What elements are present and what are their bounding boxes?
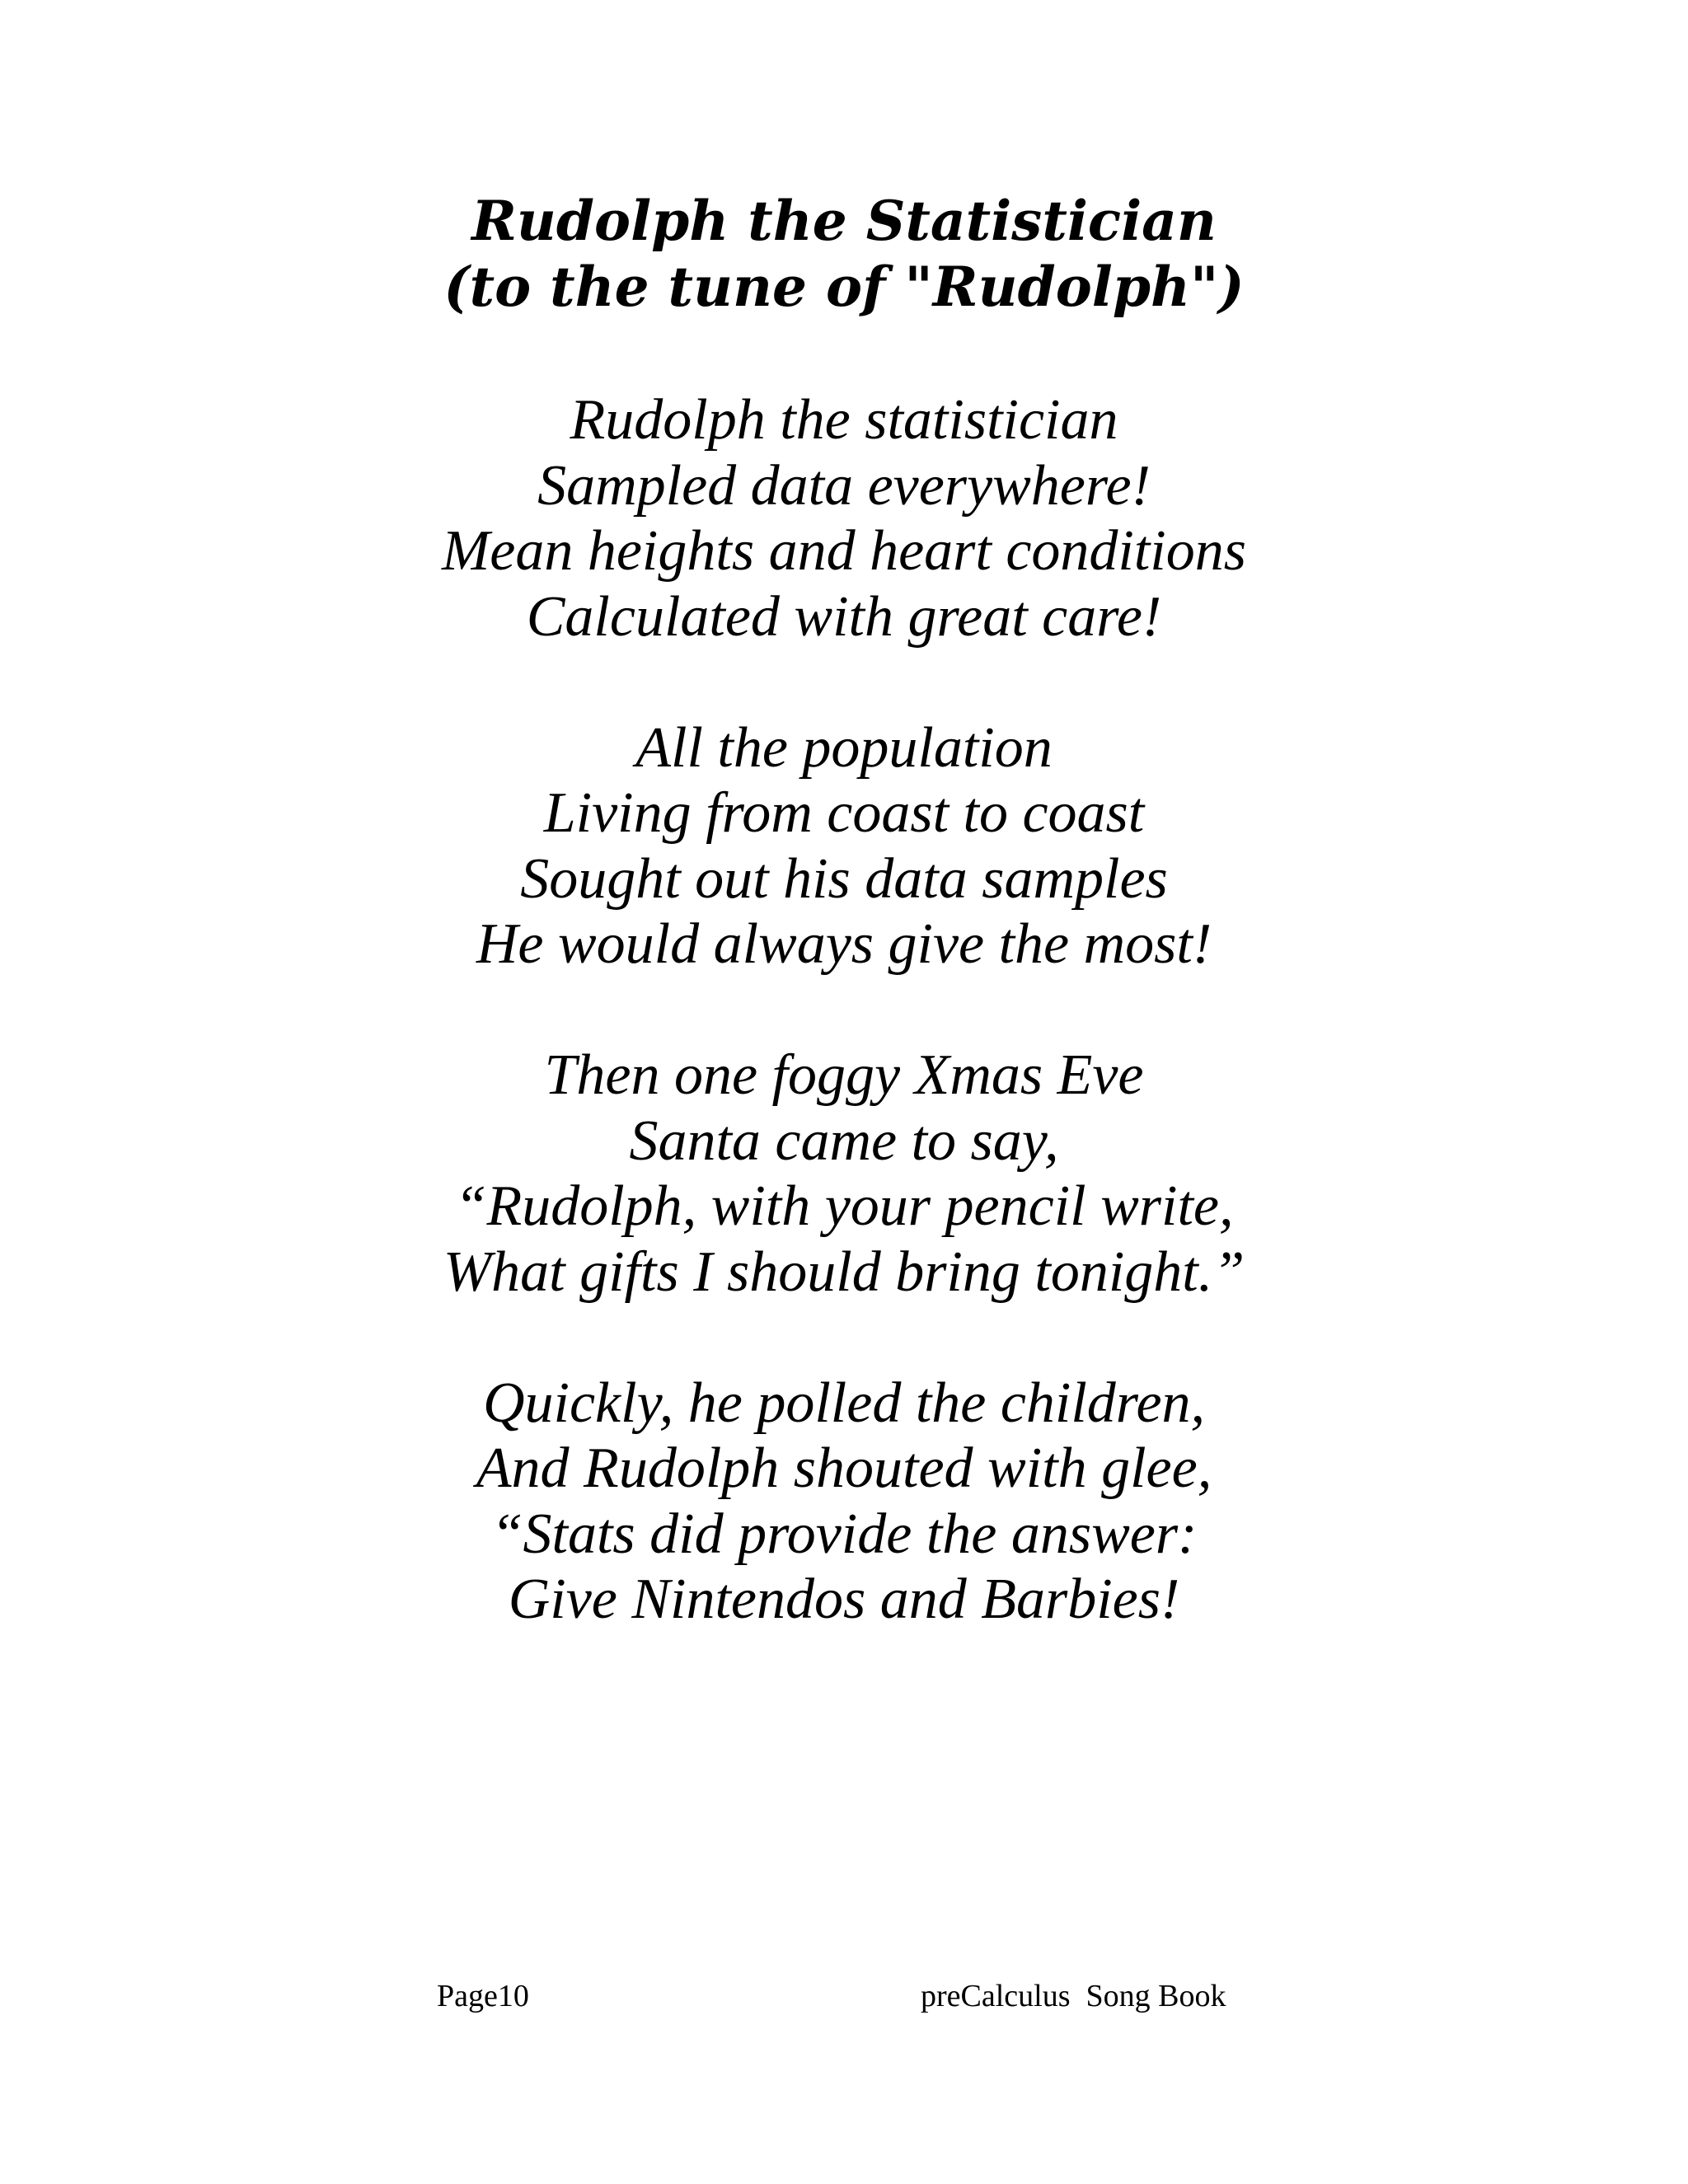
song-title: Rudolph the Statistician: [471, 189, 1217, 253]
lyric-line: Give Nintendos and Barbies!: [508, 1568, 1180, 1631]
lyric-line: Sampled data everywhere!: [537, 453, 1151, 518]
song-title-block: [0, 188, 1688, 320]
lyric-line: Rudolph the statistician: [570, 388, 1118, 452]
lyric-line: Then one foggy Xmas Eve: [544, 1043, 1144, 1107]
stanza-2: [0, 715, 1688, 977]
lyric-line: “Stats did provide the answer:: [490, 1502, 1198, 1566]
lyric-line: And Rudolph shouted with glee,: [476, 1436, 1212, 1500]
lyric-line: He would always give the most!: [476, 912, 1212, 976]
book-title: preCalculus Song Book: [921, 1979, 1226, 2013]
lyric-line: Santa came to say,: [629, 1108, 1059, 1173]
lyric-line: Mean heights and heart conditions: [441, 519, 1246, 583]
lyrics: [0, 387, 1688, 1698]
lyric-line: What gifts I should bring tonight.”: [443, 1240, 1245, 1304]
lyric-line: “Rudolph, with your pencil write,: [454, 1174, 1234, 1238]
stanza-4: [0, 1371, 1688, 1633]
stanza-3: [0, 1043, 1688, 1305]
lyric-line: Living from coast to coast: [543, 781, 1145, 845]
lyric-line: All the population: [635, 715, 1053, 780]
song-subtitle: (to the tune of "Rudolph"): [443, 255, 1245, 319]
page-number: Page10: [437, 1979, 529, 2013]
stanza-1: [0, 387, 1688, 649]
lyric-line: Calculated with great care!: [526, 584, 1162, 649]
lyric-line: Quickly, he polled the children,: [482, 1371, 1206, 1435]
lyric-line: Sought out his data samples: [520, 846, 1168, 911]
